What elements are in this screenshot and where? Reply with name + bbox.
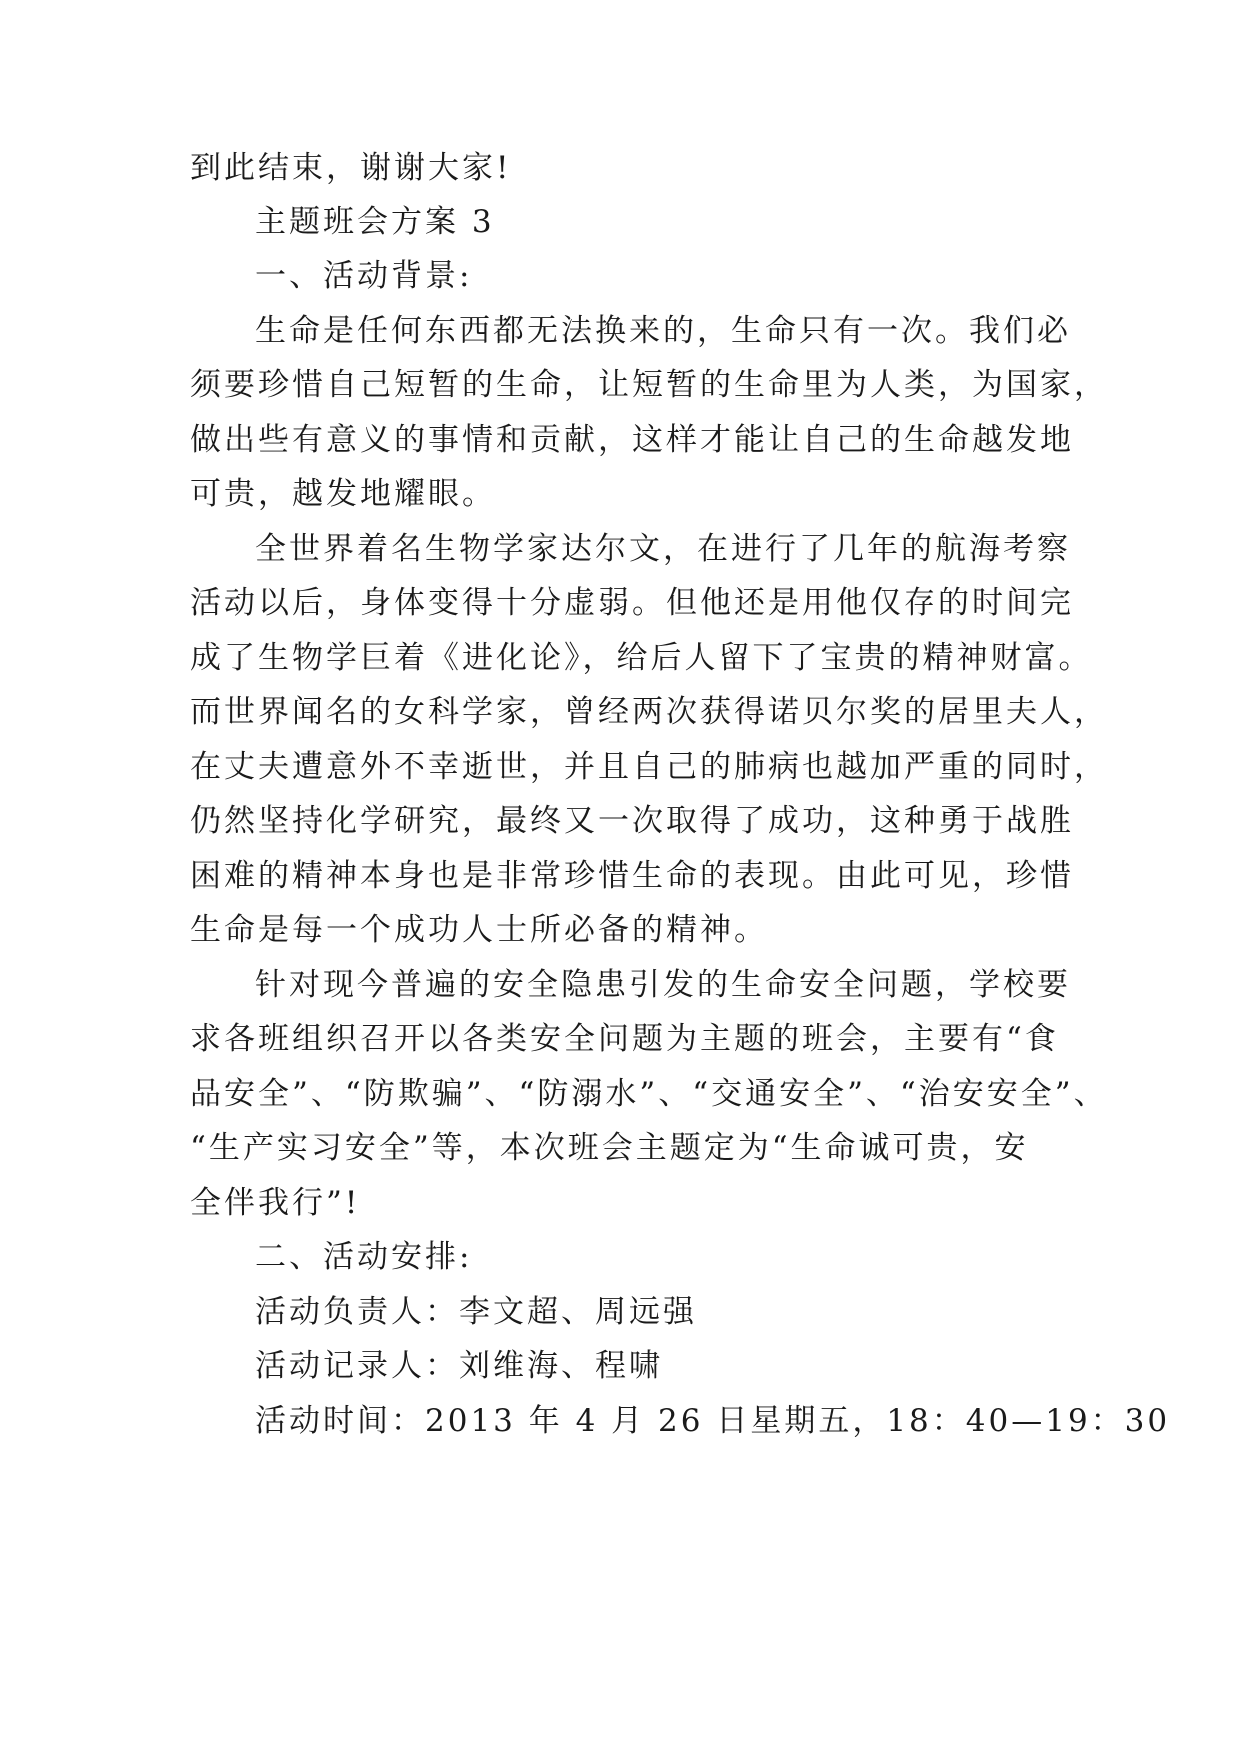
paragraph-line: 困难的精神本身也是非常珍惜生命的表现。由此可见，珍惜 xyxy=(190,858,1074,894)
paragraph-line: 须要珍惜自己短暂的生命，让短暂的生命里为人类，为国家， xyxy=(190,367,1108,403)
paragraph-line: 仍然坚持化学研究，最终又一次取得了成功，这种勇于战胜 xyxy=(190,803,1074,839)
heading-arrangement: 二、活动安排: xyxy=(255,1239,473,1275)
paragraph-line: 全伴我行”! xyxy=(190,1185,361,1221)
paragraph-line: 而世界闻名的女科学家，曾经两次获得诺贝尔奖的居里夫人， xyxy=(190,694,1108,730)
paragraph-line: 生命是每一个成功人士所必备的精神。 xyxy=(190,912,768,948)
paragraph-line: 求各班组织召开以各类安全问题为主题的班会，主要有“食 xyxy=(190,1021,1059,1057)
paragraph-line: 在丈夫遭意外不幸逝世，并且自己的肺病也越加严重的同时， xyxy=(190,749,1108,785)
paragraph-line: 成了生物学巨着《进化论》，给后人留下了宝贵的精神财富。 xyxy=(190,640,1093,676)
activity-time: 活动时间：2013 年 4 月 26 日星期五，18：40—19：30 xyxy=(255,1403,1171,1439)
activity-recorder: 活动记录人：刘维海、程啸 xyxy=(255,1348,663,1384)
paragraph-line: 生命是任何东西都无法换来的，生命只有一次。我们必 xyxy=(255,313,1071,349)
heading-background: 一、活动背景: xyxy=(255,258,473,294)
paragraph-line: 针对现今普遍的安全隐患引发的生命安全问题，学校要 xyxy=(255,967,1071,1003)
paragraph-line: 活动以后，身体变得十分虚弱。但他还是用他仅存的时间完 xyxy=(190,585,1074,621)
paragraph-line: 可贵，越发地耀眼。 xyxy=(190,476,496,512)
paragraph-line: 全世界着名生物学家达尔文，在进行了几年的航海考察 xyxy=(255,531,1071,567)
paragraph-line: 做出些有意义的事情和贡献，这样才能让自己的生命越发地 xyxy=(190,422,1074,458)
activity-leader: 活动负责人：李文超、周远强 xyxy=(255,1294,697,1330)
paragraph-line: 品安全”、“防欺骗”、“防溺水”、“交通安全”、“治安安全”、 xyxy=(190,1076,1108,1112)
paragraph-line: “生产实习安全”等，本次班会主题定为“生命诚可贵，安 xyxy=(190,1130,1029,1166)
section-title: 主题班会方案 3 xyxy=(255,204,495,240)
closing-line: 到此结束，谢谢大家! xyxy=(190,150,512,186)
